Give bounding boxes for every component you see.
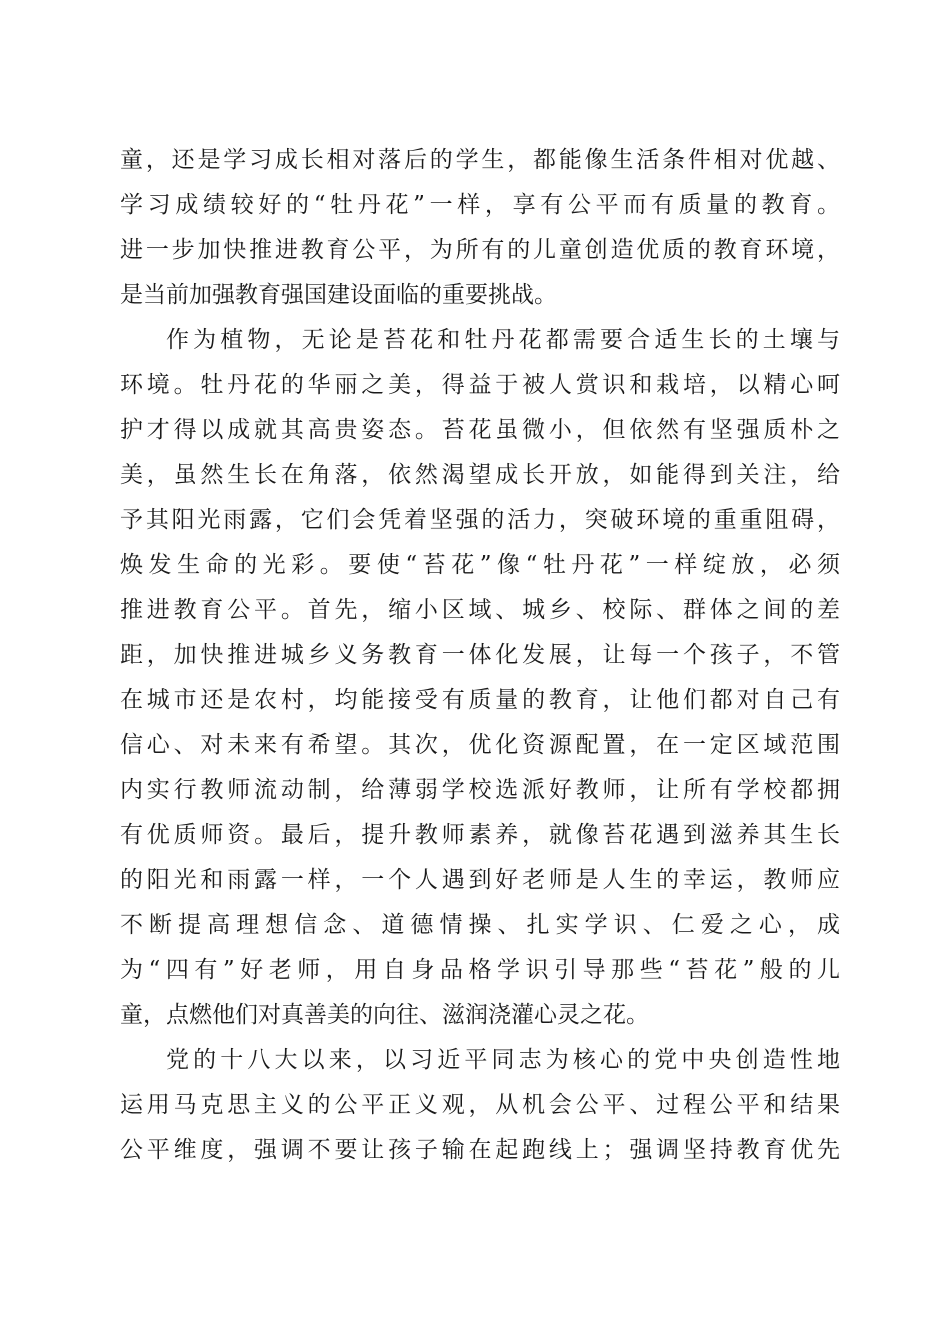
text-line: 环境。牡丹花的华丽之美，得益于被人赏识和栽培，以精心呵 — [120, 372, 840, 398]
text-line: 在城市还是农村，均能接受有质量的教育，让他们都对自己有 — [120, 687, 840, 713]
text-line: 公平维度，强调不要让孩子输在起跑线上；强调坚持教育优先 — [120, 1137, 840, 1163]
text-line: 为“四有”好老师，用自身品格学识引导那些“苔花”般的儿 — [120, 957, 840, 983]
text-line: 是当前加强教育强国建设面临的重要挑战。 — [120, 282, 557, 308]
paragraph-first-line: 党的十八大以来，以习近平同志为核心的党中央创造性地 — [166, 1047, 840, 1073]
text-line: 运用马克思主义的公平正义观，从机会公平、过程公平和结果 — [120, 1092, 840, 1118]
text-line: 护才得以成就其高贵姿态。苔花虽微小，但依然有坚强质朴之 — [120, 417, 840, 443]
text-line: 的阳光和雨露一样，一个人遇到好老师是人生的幸运，教师应 — [120, 867, 840, 893]
text-line: 予其阳光雨露，它们会凭着坚强的活力，突破环境的重重阻碍， — [120, 507, 840, 533]
text-line: 进一步加快推进教育公平，为所有的儿童创造优质的教育环境， — [120, 237, 840, 263]
text-line: 推进教育公平。首先，缩小区域、城乡、校际、群体之间的差 — [120, 597, 840, 623]
paragraph-first-line: 作为植物，无论是苔花和牡丹花都需要合适生长的土壤与 — [166, 327, 840, 353]
text-line: 不断提高理想信念、道德情操、扎实学识、仁爱之心，成 — [120, 912, 840, 938]
text-line: 学习成绩较好的“牡丹花”一样，享有公平而有质量的教育。 — [120, 192, 840, 218]
text-line: 童，还是学习成长相对落后的学生，都能像生活条件相对优越、 — [120, 147, 840, 173]
text-line: 童，点燃他们对真善美的向往、滋润浇灌心灵之花。 — [120, 1002, 649, 1028]
text-line: 信心、对未来有希望。其次，优化资源配置，在一定区域范围 — [120, 732, 840, 758]
text-line: 焕发生命的光彩。要使“苔花”像“牡丹花”一样绽放，必须 — [120, 552, 840, 578]
text-line: 距，加快推进城乡义务教育一体化发展，让每一个孩子，不管 — [120, 642, 840, 668]
text-line: 美，虽然生长在角落，依然渴望成长开放，如能得到关注，给 — [120, 462, 840, 488]
body-text — [120, 138, 840, 1173]
text-line: 有优质师资。最后，提升教师素养，就像苔花遇到滋养其生长 — [120, 822, 840, 848]
text-line: 内实行教师流动制，给薄弱学校选派好教师，让所有学校都拥 — [120, 777, 840, 803]
